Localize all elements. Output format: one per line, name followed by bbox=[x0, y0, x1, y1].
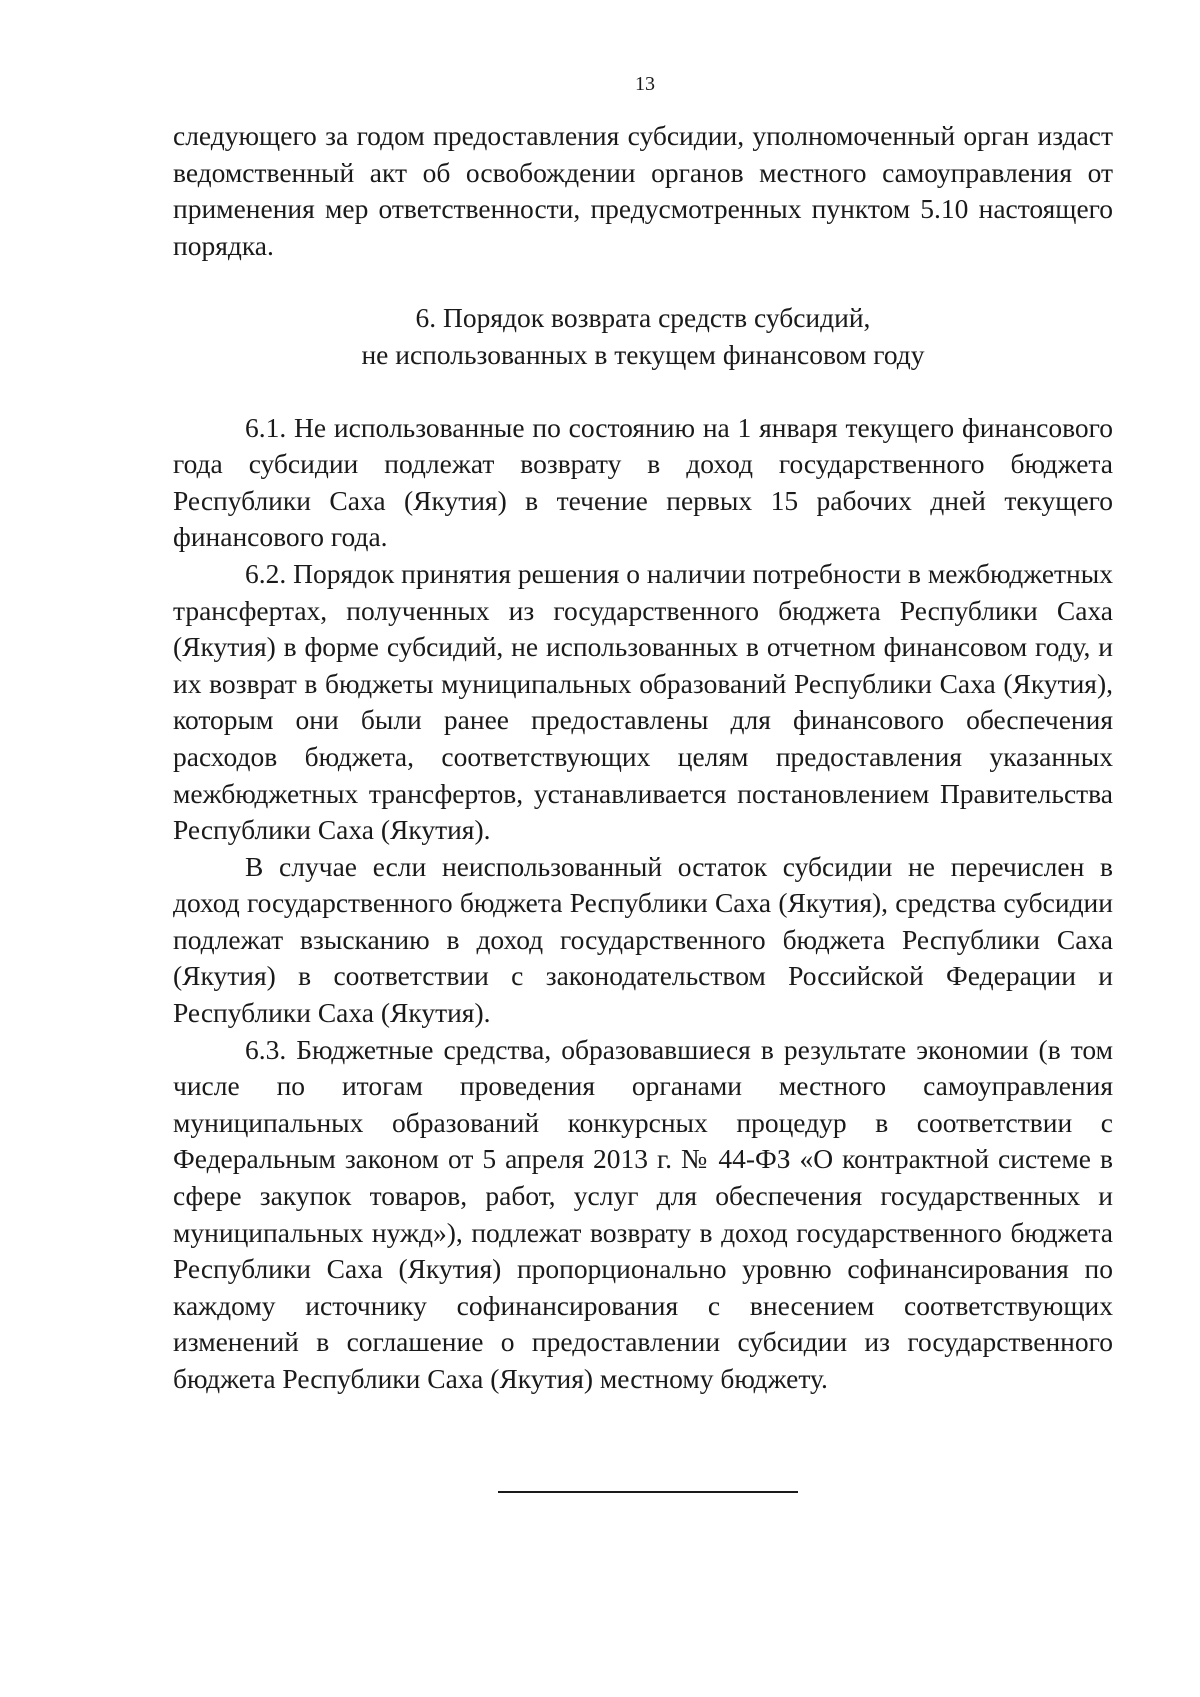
paragraph-unused-balance: В случае если неиспользованный остаток субсидии не перечислен в доход государственного бюджета Республики Саха (Якутия), средства субсидии подлежат взысканию в доход государственного бюджета Республики Саха (Якутия) в соответствии с законодательством Российской Федерации и Республики Саха (Якутия). bbox=[173, 850, 1113, 1029]
page-number: 13 bbox=[635, 73, 655, 95]
paragraph-6-3: 6.3. Бюджетные средства, образовавшиеся в результате экономии (в том числе по итогам проведения органами местного самоуправления муниципальных образований конкурсных процедур в соответствии с Федеральным законом от 5 апреля 2013 г. № 44-ФЗ «О контрактной системе в сфере закупок товаров, работ, услуг для обеспечения государственных и муниципальных нужд»), подлежат возврату в доход государственного бюджета Республики Саха (Якутия) пропорционально уровню софинансирования по каждому источнику софинансирования с внесением соответствующих изменений в соглашение о предоставлении субсидии из государственного бюджета Республики Саха (Якутия) местному бюджету. bbox=[173, 1033, 1113, 1394]
paragraph-6-2: 6.2. Порядок принятия решения о наличии потребности в межбюджетных трансфертах, полученных из государственного бюджета Республики Саха (Якутия) в форме субсидий, не использованных в отчетном финансовом году, и их возврат в бюджеты муниципальных образований Республики Саха (Якутия), которым они были ранее предоставлены для финансового обеспечения расходов бюджета, соответствующих целям предоставления указанных межбюджетных трансфертов, устанавливается постановлением Правительства Республики Саха (Якутия). bbox=[173, 557, 1113, 846]
document-body bbox=[173, 118, 1113, 1398]
section-heading bbox=[173, 300, 1113, 373]
section-heading-line-2: не использованных в текущем финансовом году bbox=[361, 338, 925, 370]
section-heading-line-1: 6. Порядок возврата средств субсидий, bbox=[415, 302, 871, 334]
end-rule-divider bbox=[498, 1491, 798, 1493]
paragraph-6-1: 6.1. Не использованные по состоянию на 1 января текущего финансового года субсидии подлежат возврату в доход государственного бюджета Республики Саха (Якутия) в течение первых 15 рабочих дней текущего финансового года. bbox=[173, 411, 1113, 553]
intro-paragraph: следующего за годом предоставления субсидии, уполномоченный орган издаст ведомственный акт об освобождении органов местного самоуправления от применения мер ответственности, предусмотренных пунктом 5.10 настоящего порядка. bbox=[173, 120, 1113, 261]
